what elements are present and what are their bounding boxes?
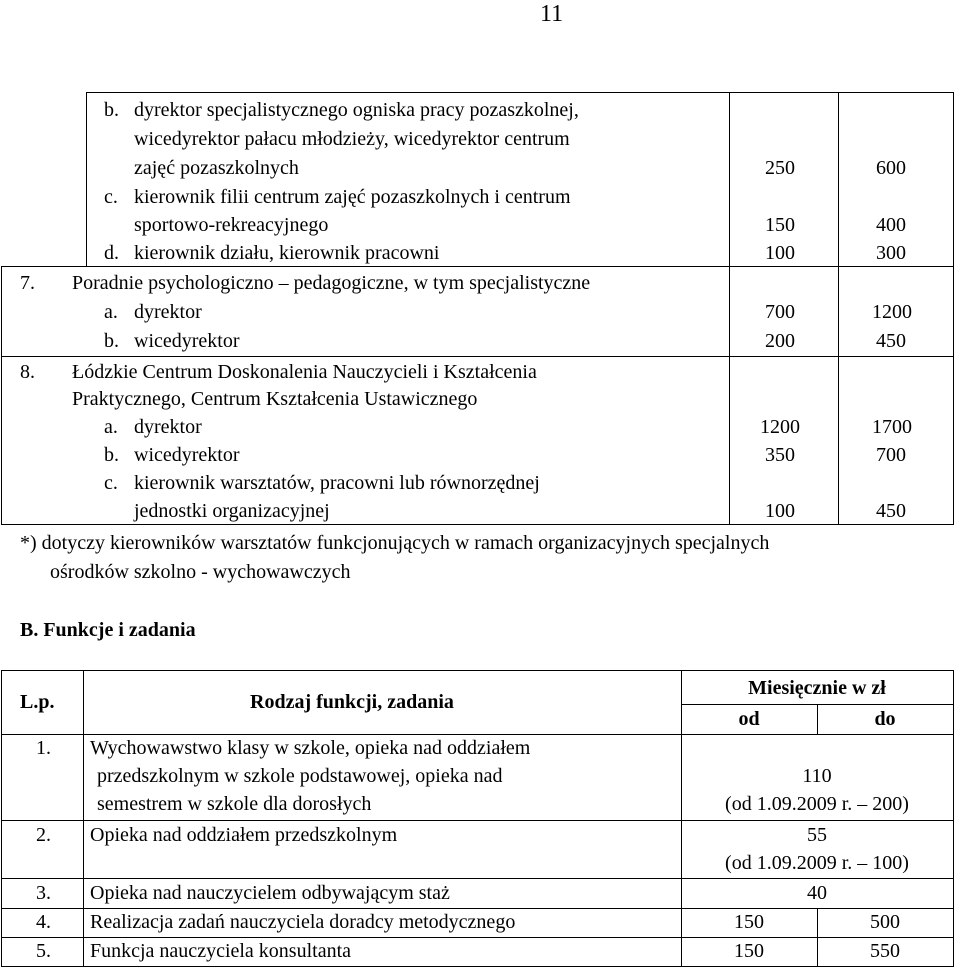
section-number: 7. <box>20 272 35 294</box>
amount-from: 250 <box>765 157 795 179</box>
row-text: Realizacja zadań nauczyciela doradcy metodycznego <box>90 911 516 933</box>
table-border <box>953 92 954 524</box>
section-number: 8. <box>20 361 35 383</box>
table-border <box>729 266 730 524</box>
table-border <box>1 878 954 879</box>
row-to: 500 <box>870 911 900 933</box>
item-text: kierownik działu, kierownik pracowni <box>134 242 440 264</box>
item-marker: b. <box>104 99 119 121</box>
row-amount: 110 <box>802 765 832 787</box>
item-text: dyrektor <box>134 301 202 323</box>
table-border <box>1 670 954 671</box>
amount-to: 700 <box>876 444 906 466</box>
amount-to: 600 <box>876 157 906 179</box>
header-kind: Rodzaj funkcji, zadania <box>250 691 454 713</box>
amount-to: 1700 <box>872 416 912 438</box>
row-from: 150 <box>734 940 764 962</box>
table-border <box>838 92 839 266</box>
amount-from: 350 <box>765 444 795 466</box>
item-marker: d. <box>104 242 119 264</box>
row-amount-note: (od 1.09.2009 r. – 200) <box>725 793 909 815</box>
item-text: kierownik filii centrum zajęć pozaszkolnych i centrum <box>134 186 571 208</box>
amount-from: 1200 <box>760 416 800 438</box>
item-text: zajęć pozaszkolnych <box>134 157 299 179</box>
header-from: od <box>738 708 760 730</box>
item-marker: a. <box>104 301 118 323</box>
amount-to: 400 <box>876 214 906 236</box>
item-text: dyrektor specjalistycznego ogniska pracy pozaszkolnej, <box>134 99 579 121</box>
amount-from: 100 <box>765 500 795 522</box>
row-text: Opieka nad oddziałem przedszkolnym <box>90 824 398 846</box>
row-text: Funkcja nauczyciela konsultanta <box>90 940 352 962</box>
table-border <box>83 670 84 966</box>
row-to: 550 <box>870 940 900 962</box>
amount-to: 450 <box>876 500 906 522</box>
row-amount: 55 <box>807 824 827 846</box>
item-text: wicedyrektor <box>134 444 240 466</box>
amount-from: 200 <box>765 330 795 352</box>
item-marker: b. <box>104 330 119 352</box>
header-to: do <box>874 708 896 730</box>
table-border <box>729 92 730 266</box>
item-marker: b. <box>104 444 119 466</box>
row-lp: 5. <box>36 940 51 962</box>
table-border <box>838 266 839 524</box>
row-text: Opieka nad nauczycielem odbywającym staż <box>90 882 450 904</box>
header-monthly: Miesięcznie w zł <box>748 677 886 699</box>
table-border <box>1 670 2 966</box>
item-text: wicedyrektor <box>134 330 240 352</box>
row-lp: 2. <box>36 824 51 846</box>
row-lp: 1. <box>36 737 51 759</box>
item-text: wicedyrektor pałacu młodzieży, wicedyrektor centrum <box>134 128 570 150</box>
table-border <box>1 524 954 525</box>
header-lp: L.p. <box>20 691 55 713</box>
table-border <box>953 670 954 966</box>
item-text: sportowo-rekreacyjnego <box>134 214 329 236</box>
row-text: przedszkolnym w szkole podstawowej, opieka nad <box>97 765 503 787</box>
page-number: 11 <box>540 1 564 27</box>
table-border <box>1 266 2 524</box>
item-text: kierownik warsztatów, pracowni lub równorzędnej <box>134 472 540 494</box>
footnote: ośrodków szkolno - wychowawczych <box>50 561 351 583</box>
table-border <box>1 356 954 357</box>
item-marker: c. <box>104 186 118 208</box>
amount-to: 1200 <box>872 301 912 323</box>
item-marker: a. <box>104 416 118 438</box>
row-lp: 4. <box>36 911 51 933</box>
table-border <box>86 92 954 93</box>
row-amount: 40 <box>807 882 827 904</box>
item-text: dyrektor <box>134 416 202 438</box>
section-title: Poradnie psychologiczno – pedagogiczne, w tym specjalistyczne <box>72 272 591 294</box>
footnote: *) dotyczy kierowników warsztatów funkcjonujących w ramach organizacyjnych specjalnych <box>20 532 770 554</box>
row-text: Wychowawstwo klasy w szkole, opieka nad oddziałem <box>90 737 531 759</box>
table-border <box>86 92 87 266</box>
section-heading: B. Funkcje i zadania <box>20 619 196 641</box>
amount-from: 100 <box>765 242 795 264</box>
row-amount-note: (od 1.09.2009 r. – 100) <box>725 852 909 874</box>
amount-to: 450 <box>876 330 906 352</box>
row-lp: 3. <box>36 882 51 904</box>
table-border <box>1 266 954 267</box>
amount-from: 150 <box>765 214 795 236</box>
amount-from: 700 <box>765 301 795 323</box>
section-title: Praktycznego, Centrum Kształcenia Ustawicznego <box>72 388 478 410</box>
amount-to: 300 <box>876 242 906 264</box>
row-text: semestrem w szkole dla dorosłych <box>97 793 372 815</box>
table-border <box>1 966 954 967</box>
item-marker: c. <box>104 472 118 494</box>
section-title: Łódzkie Centrum Doskonalenia Nauczycieli i Kształcenia <box>72 361 537 383</box>
table-border <box>1 820 954 821</box>
row-from: 150 <box>734 911 764 933</box>
item-text: jednostki organizacyjnej <box>134 500 330 522</box>
